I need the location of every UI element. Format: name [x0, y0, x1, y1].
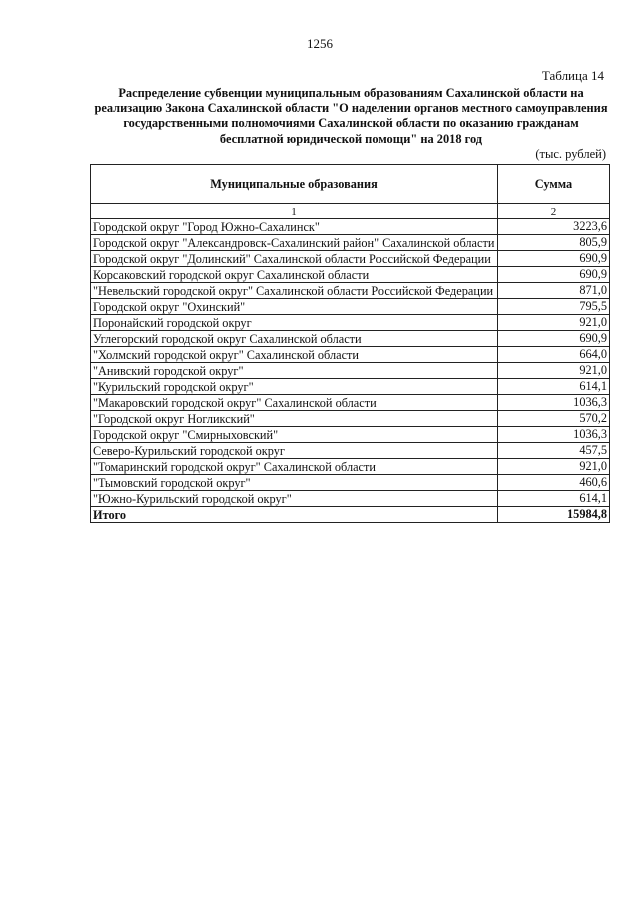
total-row	[91, 507, 610, 523]
table-row	[91, 283, 610, 299]
column-number-2: 2	[498, 204, 610, 219]
table-row	[91, 251, 610, 267]
subvention-amount: 457,5	[498, 443, 610, 459]
table-label: Таблица 14	[541, 68, 604, 83]
header-municipalities: Муниципальные образования	[91, 165, 498, 204]
municipality-name: Городской округ "Город Южно-Сахалинск"	[91, 219, 498, 235]
table-row	[91, 235, 610, 251]
municipality-name: Городской округ "Александровск-Сахалинский район" Сахалинской области	[91, 235, 498, 251]
municipality-name: "Тымовский городской округ"	[91, 475, 498, 491]
subvention-amount: 921,0	[498, 315, 610, 331]
municipality-name: Углегорский городской округ Сахалинской области	[91, 331, 498, 347]
municipality-name: "Анивский городской округ"	[91, 363, 498, 379]
subvention-amount: 460,6	[498, 475, 610, 491]
subvention-amount: 664,0	[498, 347, 610, 363]
subvention-amount: 614,1	[498, 491, 610, 507]
table-row	[91, 379, 610, 395]
units-label: (тыс. рублей)	[535, 147, 606, 161]
table-row	[91, 267, 610, 283]
municipality-name: "Невельский городской округ" Сахалинской области Российской Федерации	[91, 283, 498, 299]
subvention-amount: 921,0	[498, 459, 610, 475]
table-row	[91, 491, 610, 507]
column-number-row	[91, 204, 610, 219]
municipality-name: "Курильский городской округ"	[91, 379, 498, 395]
table-row	[91, 427, 610, 443]
municipality-name: "Южно-Курильский городской округ"	[91, 491, 498, 507]
subvention-amount: 690,9	[498, 331, 610, 347]
table-header-row	[91, 165, 610, 204]
table-row	[91, 315, 610, 331]
table-row	[91, 363, 610, 379]
municipality-name: "Холмский городской округ" Сахалинской области	[91, 347, 498, 363]
table-row	[91, 411, 610, 427]
municipality-name: Поронайский городской округ	[91, 315, 498, 331]
municipality-name: Северо-Курильский городской округ	[91, 443, 498, 459]
subvention-amount: 1036,3	[498, 427, 610, 443]
municipality-name: Городской округ "Смирныховский"	[91, 427, 498, 443]
table-row	[91, 219, 610, 235]
table-row	[91, 299, 610, 315]
municipality-name: Корсаковский городской округ Сахалинской области	[91, 267, 498, 283]
table-row	[91, 443, 610, 459]
municipality-name: "Городской округ Ногликский"	[91, 411, 498, 427]
table-row	[91, 459, 610, 475]
municipality-name: Городской округ "Охинский"	[91, 299, 498, 315]
total-label: Итого	[91, 507, 498, 523]
column-number-1: 1	[91, 204, 498, 219]
header-sum: Сумма	[498, 165, 610, 204]
total-value: 15984,8	[498, 507, 610, 523]
table-body	[91, 219, 610, 507]
subvention-amount: 690,9	[498, 251, 610, 267]
municipality-name: "Томаринский городской округ" Сахалинской области	[91, 459, 498, 475]
document-title: Распределение субвенции муниципальным образованиям Сахалинской области на реализацию Закона Сахалинской области "О наделении органов местного самоуправления государственными полномочиями Сахалинской области по оказанию гражданам бесплатной юридической помощи" на 2018 год	[94, 86, 608, 146]
subvention-amount: 690,9	[498, 267, 610, 283]
table-row	[91, 395, 610, 411]
subvention-amount: 614,1	[498, 379, 610, 395]
subvention-amount: 795,5	[498, 299, 610, 315]
page-number: 1256	[307, 36, 333, 51]
table-row	[91, 331, 610, 347]
subvention-table	[90, 164, 610, 523]
subvention-amount: 1036,3	[498, 395, 610, 411]
municipality-name: "Макаровский городской округ" Сахалинской области	[91, 395, 498, 411]
subvention-amount: 871,0	[498, 283, 610, 299]
municipality-name: Городской округ "Долинский" Сахалинской области Российской Федерации	[91, 251, 498, 267]
table-row	[91, 475, 610, 491]
table-row	[91, 347, 610, 363]
subvention-amount: 570,2	[498, 411, 610, 427]
subvention-amount: 3223,6	[498, 219, 610, 235]
subvention-amount: 805,9	[498, 235, 610, 251]
subvention-amount: 921,0	[498, 363, 610, 379]
